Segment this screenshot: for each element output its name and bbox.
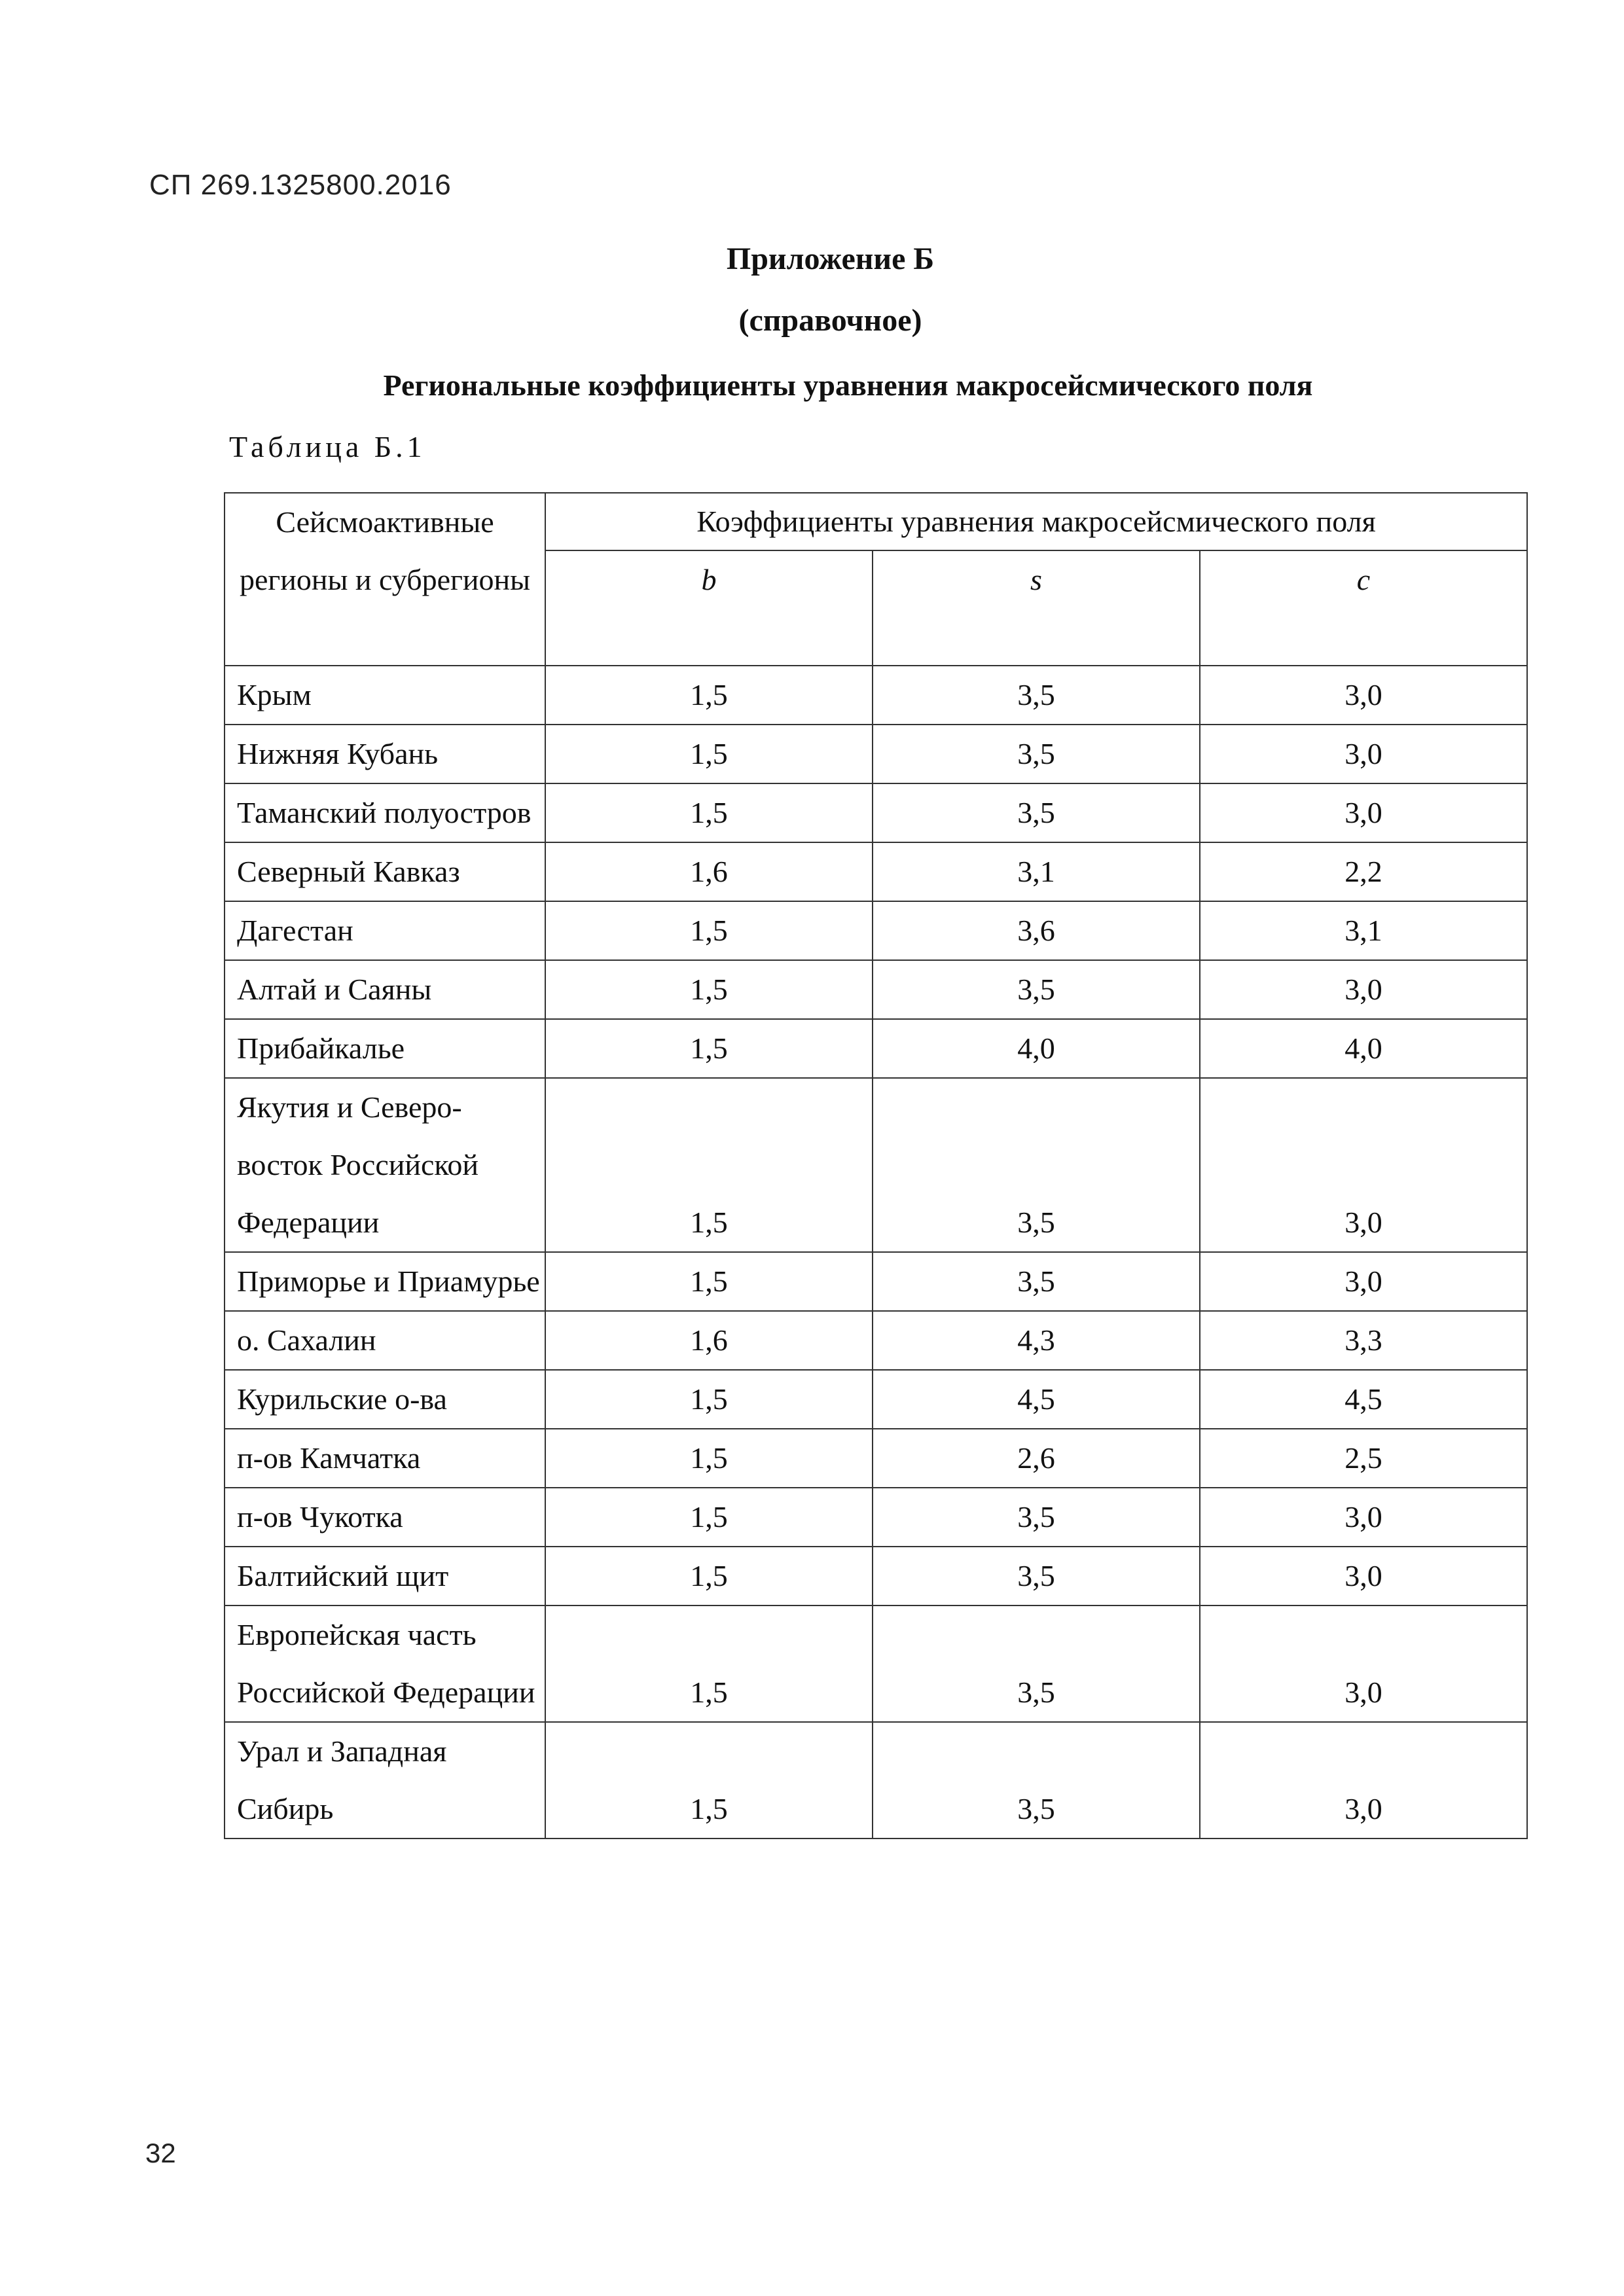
value-c: 3,0	[1200, 666, 1527, 725]
region-cell: Урал и Западная Сибирь	[225, 1722, 545, 1839]
value-c: 3,1	[1200, 901, 1527, 960]
value-c: 3,0	[1200, 1252, 1527, 1311]
value-b: 1,5	[545, 901, 873, 960]
value-c: 3,0	[1200, 783, 1527, 842]
value-s: 3,5	[873, 1605, 1200, 1722]
table-row	[225, 1429, 1527, 1488]
region-cell: Дагестан	[225, 901, 545, 960]
table-row	[225, 960, 1527, 1019]
table-row	[225, 1370, 1527, 1429]
region-cell: Якутия и Северо-восток Российской Федерации	[225, 1078, 545, 1252]
value-s: 4,0	[873, 1019, 1200, 1078]
value-c: 3,0	[1200, 1605, 1527, 1722]
value-b: 1,5	[545, 725, 873, 783]
document-code: СП 269.1325800.2016	[149, 169, 452, 201]
value-s: 3,6	[873, 901, 1200, 960]
value-c: 2,5	[1200, 1429, 1527, 1488]
value-s: 4,3	[873, 1311, 1200, 1370]
table-row	[225, 1722, 1527, 1839]
table-row	[225, 1547, 1527, 1605]
value-s: 3,5	[873, 960, 1200, 1019]
section-title: Региональные коэффициенты уравнения макросейсмического поля	[383, 368, 1313, 402]
value-b: 1,5	[545, 1429, 873, 1488]
value-c: 3,0	[1200, 1488, 1527, 1547]
header-b: b	[545, 550, 873, 666]
value-c: 3,0	[1200, 1078, 1527, 1252]
value-s: 3,5	[873, 1488, 1200, 1547]
table-row	[225, 1488, 1527, 1547]
value-c: 3,0	[1200, 1547, 1527, 1605]
region-cell: Приморье и Приамурье	[225, 1252, 545, 1311]
value-b: 1,5	[545, 1547, 873, 1605]
table-row	[225, 725, 1527, 783]
header-region: Сейсмоактивные регионы и субрегионы	[225, 493, 545, 666]
header-s: s	[873, 550, 1200, 666]
region-cell: Таманский полуостров	[225, 783, 545, 842]
value-c: 3,0	[1200, 725, 1527, 783]
value-c: 3,3	[1200, 1311, 1527, 1370]
region-cell: о. Сахалин	[225, 1311, 545, 1370]
value-b: 1,6	[545, 1311, 873, 1370]
value-b: 1,5	[545, 1370, 873, 1429]
table-row	[225, 1311, 1527, 1370]
value-s: 3,5	[873, 783, 1200, 842]
table-row	[225, 901, 1527, 960]
value-b: 1,5	[545, 960, 873, 1019]
table-row	[225, 783, 1527, 842]
table-caption: Таблица Б.1	[229, 430, 426, 463]
appendix-subtitle: (справочное)	[738, 303, 922, 338]
value-c: 3,0	[1200, 960, 1527, 1019]
value-c: 3,0	[1200, 1722, 1527, 1839]
region-cell: Нижняя Кубань	[225, 725, 545, 783]
value-s: 3,1	[873, 842, 1200, 901]
table-row	[225, 666, 1527, 725]
value-b: 1,5	[545, 1722, 873, 1839]
appendix-title: Приложение Б	[726, 242, 935, 276]
value-s: 3,5	[873, 725, 1200, 783]
page-number: 32	[145, 2138, 176, 2168]
value-b: 1,5	[545, 783, 873, 842]
table-row	[225, 1605, 1527, 1722]
table-row	[225, 1078, 1527, 1252]
value-s: 3,5	[873, 1722, 1200, 1839]
table-row	[225, 842, 1527, 901]
region-cell: Северный Кавказ	[225, 842, 545, 901]
region-cell: Крым	[225, 666, 545, 725]
region-cell: Балтийский щит	[225, 1547, 545, 1605]
coefficients-table	[224, 492, 1528, 1839]
region-cell: п-ов Чукотка	[225, 1488, 545, 1547]
value-s: 4,5	[873, 1370, 1200, 1429]
value-b: 1,5	[545, 1019, 873, 1078]
header-coefficients: Коэффициенты уравнения макросейсмического поля	[545, 493, 1527, 550]
value-b: 1,5	[545, 1605, 873, 1722]
value-c: 2,2	[1200, 842, 1527, 901]
table-row	[225, 1019, 1527, 1078]
value-s: 3,5	[873, 1547, 1200, 1605]
value-c: 4,0	[1200, 1019, 1527, 1078]
header-c: c	[1200, 550, 1527, 666]
table-row	[225, 1252, 1527, 1311]
value-b: 1,5	[545, 1252, 873, 1311]
value-b: 1,5	[545, 1488, 873, 1547]
value-b: 1,6	[545, 842, 873, 901]
region-cell: п-ов Камчатка	[225, 1429, 545, 1488]
value-b: 1,5	[545, 666, 873, 725]
region-cell: Курильские о-ва	[225, 1370, 545, 1429]
value-s: 3,5	[873, 666, 1200, 725]
region-cell: Европейская часть Российской Федерации	[225, 1605, 545, 1722]
value-s: 3,5	[873, 1078, 1200, 1252]
value-b: 1,5	[545, 1078, 873, 1252]
value-s: 2,6	[873, 1429, 1200, 1488]
region-cell: Прибайкалье	[225, 1019, 545, 1078]
region-cell: Алтай и Саяны	[225, 960, 545, 1019]
value-s: 3,5	[873, 1252, 1200, 1311]
value-c: 4,5	[1200, 1370, 1527, 1429]
table-body	[225, 666, 1527, 1839]
